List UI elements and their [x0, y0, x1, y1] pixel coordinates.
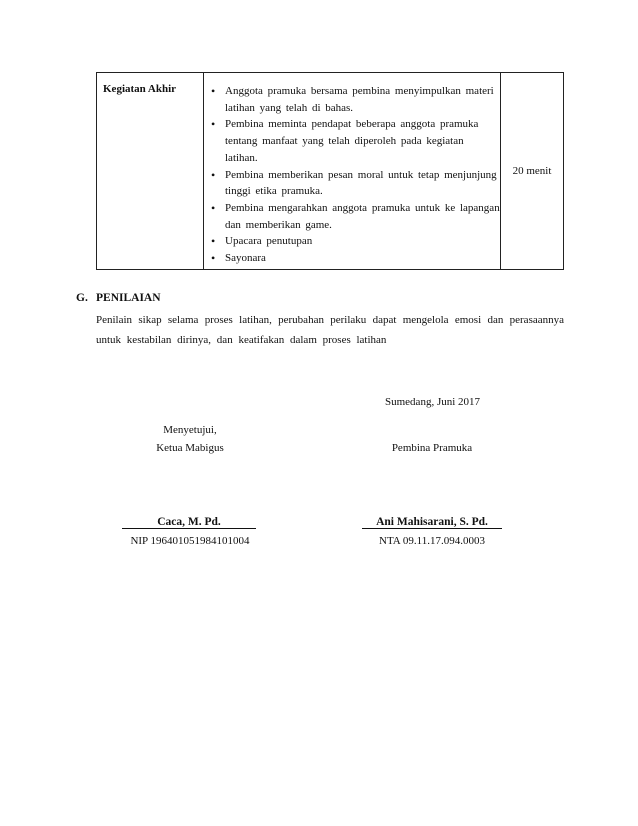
- section-body: Penilain sikap selama proses latihan, perubahan perilaku dapat mengelola emosi dan perasaannya untuk kestabilan dirinya, dan keatifakan dalam proses latihan: [96, 314, 564, 346]
- section-heading: [76, 292, 161, 304]
- list-item: • Pembina mengarahkan anggota pramuka untuk ke lapangan dan memberikan game.: [211, 200, 500, 233]
- steps-cell: [204, 73, 501, 270]
- list-item: • Pembina meminta pendapat beberapa anggota pramuka tentang manfaat yang telah diperoleh pada kegiatan latihan.: [211, 116, 500, 166]
- left-signer-name: Caca, M. Pd.: [122, 516, 256, 529]
- duration: 20 menit: [501, 73, 564, 270]
- right-signer-name: Ani Mahisarani, S. Pd.: [362, 516, 502, 529]
- right-signer-role: Pembina Pramuka: [391, 442, 473, 454]
- list-item: • Upacara penutupan: [211, 233, 500, 250]
- list-item: • Sayonara: [211, 250, 500, 267]
- activity-name: Kegiatan Akhir: [97, 73, 204, 270]
- section-title: PENILAIAN: [96, 292, 161, 304]
- activity-table: [96, 72, 564, 270]
- list-item: • Anggota pramuka bersama pembina menyimpulkan materi latihan yang telah di bahas.: [211, 83, 500, 116]
- table-row: [97, 73, 564, 270]
- section-number: G.: [76, 292, 88, 304]
- left-signer-role: Ketua Mabigus: [156, 442, 224, 454]
- place-date: Sumedang, Juni 2017: [385, 396, 481, 408]
- left-signer-id: NIP 196401051984101004: [130, 535, 250, 547]
- list-item: • Pembina memberikan pesan moral untuk tetap menjunjung tinggi etika pramuka.: [211, 167, 500, 200]
- right-signer-id: NTA 09.11.17.094.0003: [379, 535, 485, 547]
- approval-label: Menyetujui,: [163, 424, 217, 436]
- steps-list: [204, 83, 500, 267]
